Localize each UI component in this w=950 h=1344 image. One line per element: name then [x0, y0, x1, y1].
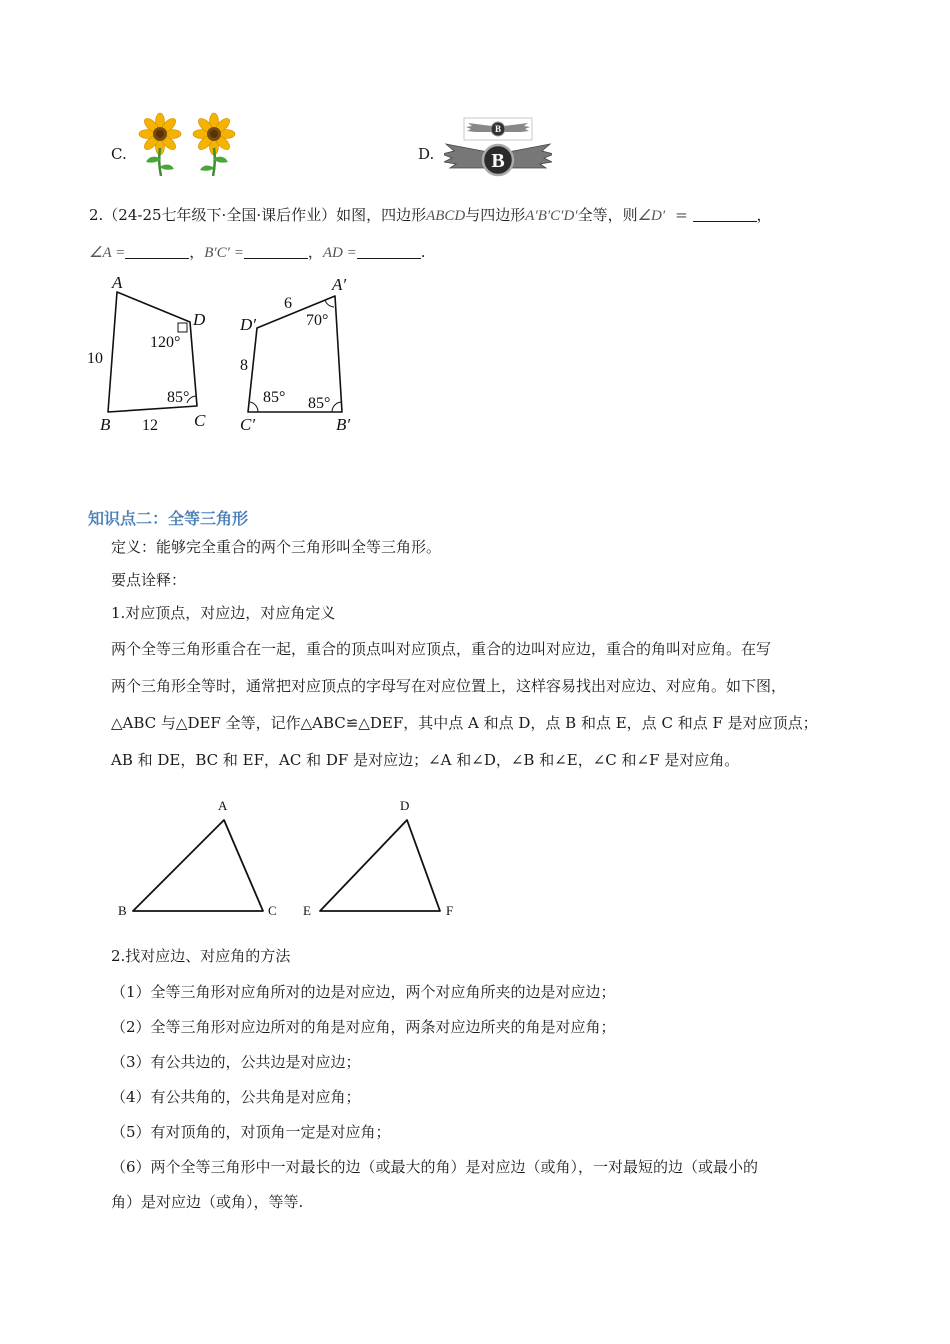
answer-blank-side-bc[interactable]	[244, 244, 308, 259]
question-2-text: 2.（24-25七年级下·全国·课后作业）如图，四边形	[89, 206, 427, 224]
method-item: （4）有公共角的，公共角是对应角；	[111, 1088, 361, 1106]
vertex-d: D	[193, 310, 206, 329]
angle-b-prime-arc	[332, 402, 341, 412]
triangle-def	[320, 820, 440, 911]
triangles-figure	[110, 790, 470, 925]
angle-a-prime-label: 70°	[306, 312, 329, 329]
item-2-title: 2.找对应边、对应角的方法	[111, 947, 291, 965]
method-item: （5）有对顶角的，对顶角一定是对应角；	[111, 1123, 391, 1141]
angle-d-prime: ∠D′	[637, 208, 666, 224]
quad-abcd: ABCD	[426, 208, 466, 224]
sunflower-icon	[193, 113, 235, 176]
triangle-vertex-a: A	[218, 798, 228, 813]
methods-list	[111, 975, 871, 1220]
triangle-vertex-f: F	[446, 903, 454, 918]
angle-c-prime-arc	[250, 402, 258, 412]
comma-1: ，	[756, 206, 772, 224]
answer-blank-angle-a[interactable]	[125, 244, 189, 259]
side-bc-prime: B′C′ =	[204, 245, 244, 261]
angle-c-prime-label: 85°	[263, 389, 286, 406]
question-2-line-1	[89, 205, 772, 226]
angle-d-mark	[178, 323, 187, 332]
vertex-a-prime: A′	[332, 275, 347, 294]
period: .	[420, 243, 426, 261]
option-d-label: D.	[418, 145, 435, 163]
vertex-c: C	[194, 411, 206, 430]
side-ad: AD =	[322, 245, 357, 261]
method-item: （6）两个全等三角形中一对最长的边（或最大的角）是对应边（或角），一对最短的边（或最小的	[111, 1158, 759, 1176]
notes-title: 要点诠释：	[111, 571, 187, 589]
correspondence-paragraph	[111, 631, 871, 779]
angle-a-prime-arc	[325, 300, 334, 307]
triangle-vertex-d: D	[400, 798, 410, 813]
method-item: （3）有公共边的，公共边是对应边；	[111, 1053, 361, 1071]
quadrilaterals-figure	[80, 270, 380, 440]
comma-2: ，	[189, 243, 205, 261]
vertex-a: A	[112, 273, 123, 292]
paragraph-line: AB 和 DE，BC 和 EF，AC 和 DF 是对应边；∠A 和∠D，∠B 和∠E，∠C 和∠F 是对应角。	[111, 751, 740, 769]
svg-text:B: B	[494, 124, 502, 134]
winged-b-logo-image	[444, 116, 552, 178]
vertex-b-prime: B′	[336, 415, 351, 434]
angle-a: ∠A =	[89, 245, 126, 261]
answer-blank-side-ad[interactable]	[357, 244, 421, 259]
angle-d-label: 120°	[150, 334, 181, 351]
definition-text: 定义：能够完全重合的两个三角形叫全等三角形。	[111, 538, 442, 556]
comma-3: ，	[307, 243, 323, 261]
equals-sign: =	[675, 206, 688, 224]
winged-b-logo-icon	[444, 118, 552, 175]
method-item: 角）是对应边（或角），等等.	[111, 1193, 304, 1211]
triangle-vertex-b: B	[118, 903, 127, 918]
method-item: （1）全等三角形对应角所对的边是对应边，两个对应角所夹的边是对应边；	[111, 983, 616, 1001]
sunflower-image	[138, 112, 238, 178]
question-2-suffix: 全等，则	[577, 206, 638, 224]
question-2-line-2	[89, 242, 426, 263]
triangle-vertex-c: C	[268, 903, 277, 918]
svg-text:B: B	[491, 150, 505, 172]
triangle-abc	[133, 820, 263, 911]
side-ad-prime-length: 6	[284, 295, 292, 312]
angle-b-prime-label: 85°	[308, 395, 331, 412]
side-bc-length: 12	[142, 417, 158, 434]
section-title: 知识点二：全等三角形	[88, 509, 249, 528]
triangle-vertex-e: E	[303, 903, 311, 918]
angle-c-label: 85°	[167, 389, 190, 406]
side-ab-length: 10	[87, 350, 103, 367]
paragraph-line: △ABC 与△DEF 全等，记作△ABC≌△DEF，其中点 A 和点 D，点 B 和点 E，点 C 和点 F 是对应顶点；	[111, 714, 818, 732]
vertex-b: B	[100, 415, 111, 434]
option-c-label: C.	[111, 145, 127, 163]
method-item: （2）全等三角形对应边所对的角是对应角，两条对应边所夹的角是对应角；	[111, 1018, 616, 1036]
side-dc-prime-length: 8	[240, 357, 248, 374]
paragraph-line: 两个全等三角形重合在一起，重合的顶点叫对应顶点，重合的边叫对应边，重合的角叫对应角。在写	[111, 640, 772, 658]
sunflower-icon	[139, 113, 181, 176]
vertex-d-prime: D′	[240, 315, 256, 334]
answer-blank-angle-d[interactable]	[693, 207, 757, 222]
item-1-title: 1.对应顶点，对应边，对应角定义	[111, 604, 336, 622]
paragraph-line: 两个三角形全等时，通常把对应顶点的字母写在对应位置上，这样容易找出对应边、对应角。如下图，	[111, 677, 787, 695]
question-2-mid: 与四边形	[465, 206, 526, 224]
vertex-c-prime: C′	[240, 415, 256, 434]
quad-abcd-prime: A′B′C′D′	[525, 208, 578, 224]
